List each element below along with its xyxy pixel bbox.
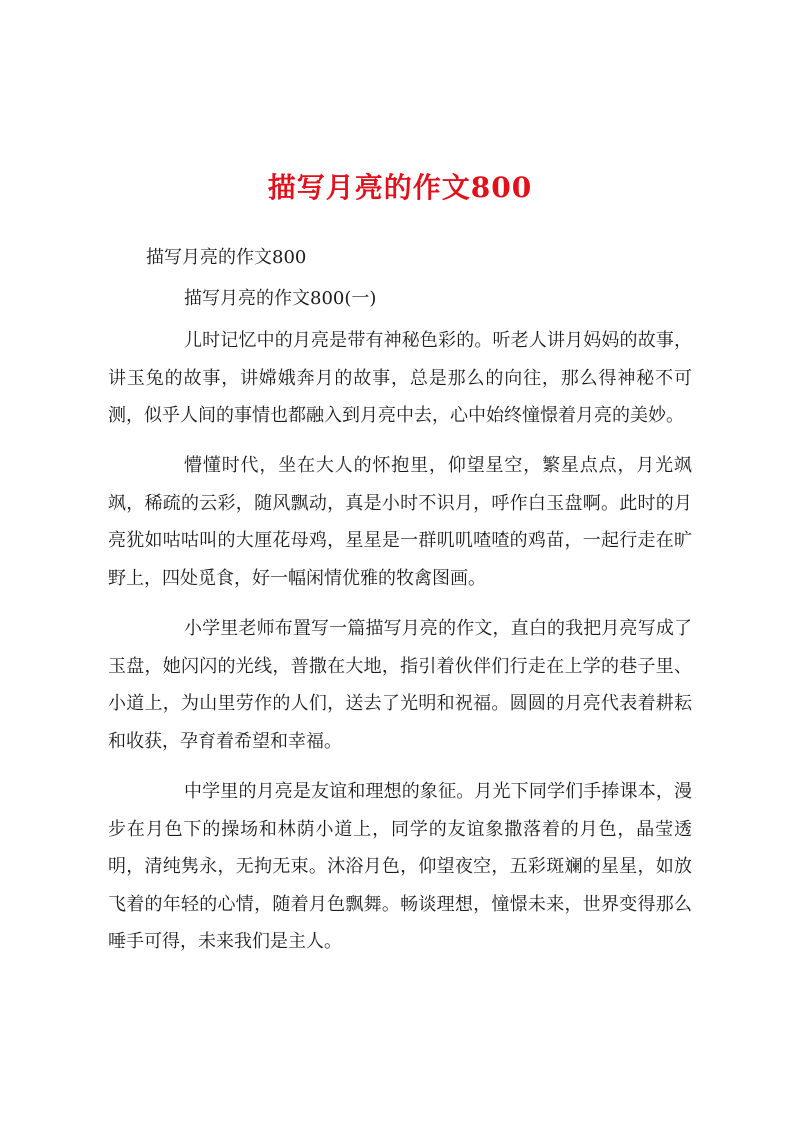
document-title: 描写月亮的作文800 xyxy=(267,171,533,204)
section-heading: 描写月亮的作文800(一) xyxy=(184,288,377,309)
paragraph-3: 小学里老师布置写一篇描写月亮的作文，直白的我把月亮写成了玉盘，她闪闪的光线，普撒在大地，指引着伙伴们行走在上学的巷子里、小道上，为山里劳作的人们，送去了光明和祝福。圆圆的月亮代表着耕耘和收获，孕育着希望和幸福。 xyxy=(108,618,692,752)
paragraph-2: 懵懂时代，坐在大人的怀抱里，仰望星空，繁星点点，月光飒飒，稀疏的云彩，随风飘动，真是小时不识月，呼作白玉盘啊。此时的月亮犹如咕咕叫的大厘花母鸡，星星是一群叽叽喳喳的鸡苗，一起行走在旷野上，四处觅食，好一幅闲情优雅的牧禽图画。 xyxy=(108,455,692,589)
article-heading: 描写月亮的作文800 xyxy=(146,247,307,268)
paragraph-1: 儿时记忆中的月亮是带有神秘色彩的。听老人讲月妈妈的故事，讲玉兔的故事，讲嫦娥奔月的故事，总是那么的向往，那么得神秘不可测，似乎人间的事情也都融入到月亮中去，心中始终憧憬着月亮的美妙。 xyxy=(108,330,692,426)
paragraph-4: 中学里的月亮是友谊和理想的象征。月光下同学们手捧课本，漫步在月色下的操场和林荫小道上，同学的友谊象撒落着的月色，晶莹透明，清纯隽永，无拘无束。沐浴月色，仰望夜空，五彩斑斓的星星，如放飞着的年轻的心情，随着月色飘舞。畅谈理想，憧憬未来，世界变得那么唾手可得，未来我们是主人。 xyxy=(108,781,692,952)
